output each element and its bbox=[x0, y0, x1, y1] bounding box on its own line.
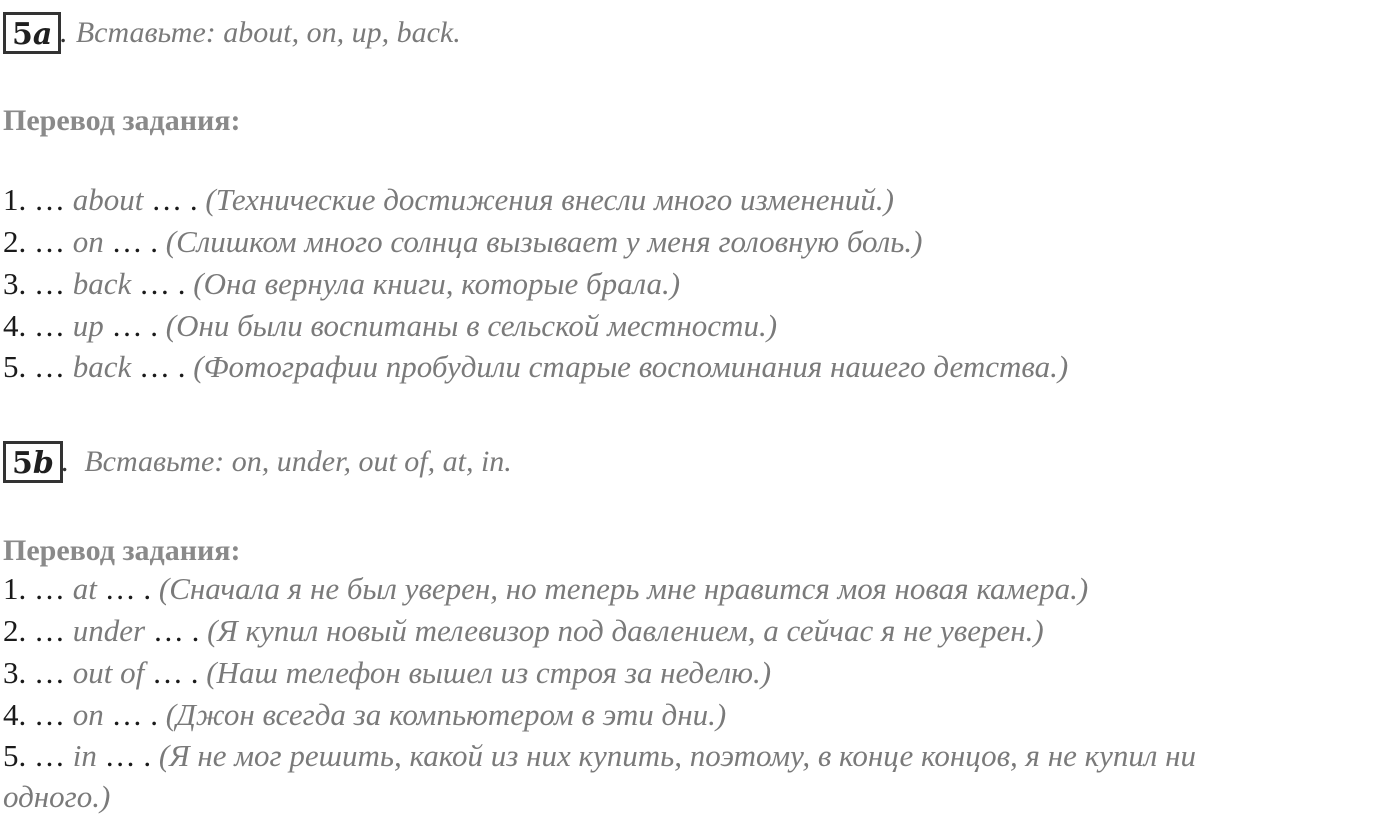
translation-text: (Я не мог решить, какой из них купить, поэтому, в конце концов, я не купил ни bbox=[158, 738, 1197, 773]
task-a-item-2: 2. … on … . (Слишком много солнца вызывает у меня головную боль.) bbox=[3, 224, 923, 259]
answer-word: back bbox=[72, 266, 132, 301]
task-b-item-5-continuation: одного.) bbox=[3, 779, 111, 814]
translation-text: (Они были воспитаны в сельской местности.) bbox=[165, 308, 778, 343]
task-b-item-1: 1. … at … . (Сначала я не был уверен, но теперь мне нравится моя новая камера.) bbox=[3, 571, 1089, 606]
translation-text: (Фотографии пробудили старые воспоминания нашего детства.) bbox=[193, 349, 1069, 384]
answer-word: at bbox=[72, 571, 97, 606]
answer-word: under bbox=[72, 613, 146, 648]
translation-text: (Джон всегда за компьютером в эти дни.) bbox=[165, 697, 727, 732]
answer-word: in bbox=[72, 738, 97, 773]
task-a-item-4: 4. … up … . (Они были воспитаны в сельской местности.) bbox=[3, 308, 778, 343]
task-a-instruction: Вставьте: about, on, up, back. bbox=[75, 16, 461, 49]
answer-word: back bbox=[72, 349, 132, 384]
task-b-badge-dot: . bbox=[60, 445, 69, 478]
task-b-instruction: Вставьте: on, under, out of, at, in. bbox=[84, 445, 512, 478]
task-a-item-5: 5. … back … . (Фотографии пробудили старые воспоминания нашего детства.) bbox=[3, 349, 1069, 384]
answer-word: up bbox=[72, 308, 104, 343]
translation-text: (Сначала я не был уверен, но теперь мне нравится моя новая камера.) bbox=[158, 571, 1089, 606]
task-a-item-3: 3. … back … . (Она вернула книги, которые брала.) bbox=[3, 266, 681, 301]
task-b-item-3: 3. … out of … . (Наш телефон вышел из строя за неделю.) bbox=[3, 655, 772, 690]
answer-word: about bbox=[72, 182, 144, 217]
translation-text: (Я купил новый телевизор под давлением, а сейчас я не уверен.) bbox=[207, 613, 1044, 648]
task-a-badge-dot: . bbox=[59, 16, 67, 49]
task-a-header bbox=[3, 12, 461, 54]
task-b-item-4: 4. … on … . (Джон всегда за компьютером в эти дни.) bbox=[3, 697, 727, 732]
task-a-item-1: 1. … about … . (Технические достижения внесли много изменений.) bbox=[3, 182, 894, 217]
task-b-item-5: 5. … in … . (Я не мог решить, какой из них купить, поэтому, в конце концов, я не купил ни bbox=[3, 738, 1197, 773]
answer-word: out of bbox=[72, 655, 145, 690]
answer-word: on bbox=[72, 224, 104, 259]
task-b-item-2: 2. … under … . (Я купил новый телевизор под давлением, а сейчас я не уверен.) bbox=[3, 613, 1044, 648]
task-b-header bbox=[3, 441, 512, 483]
task-b-translation-heading: Перевод задания: bbox=[3, 534, 241, 567]
task-a-translation-heading: Перевод задания: bbox=[3, 104, 241, 137]
answer-word: on bbox=[72, 697, 104, 732]
task-b-badge: 5b bbox=[3, 441, 63, 483]
translation-text: (Слишком много солнца вызывает у меня головную боль.) bbox=[165, 224, 923, 259]
translation-text: (Технические достижения внесли много изменений.) bbox=[205, 182, 894, 217]
translation-text: (Она вернула книги, которые брала.) bbox=[193, 266, 681, 301]
task-a-badge: 5a bbox=[3, 12, 61, 54]
translation-text: (Наш телефон вышел из строя за неделю.) bbox=[206, 655, 772, 690]
